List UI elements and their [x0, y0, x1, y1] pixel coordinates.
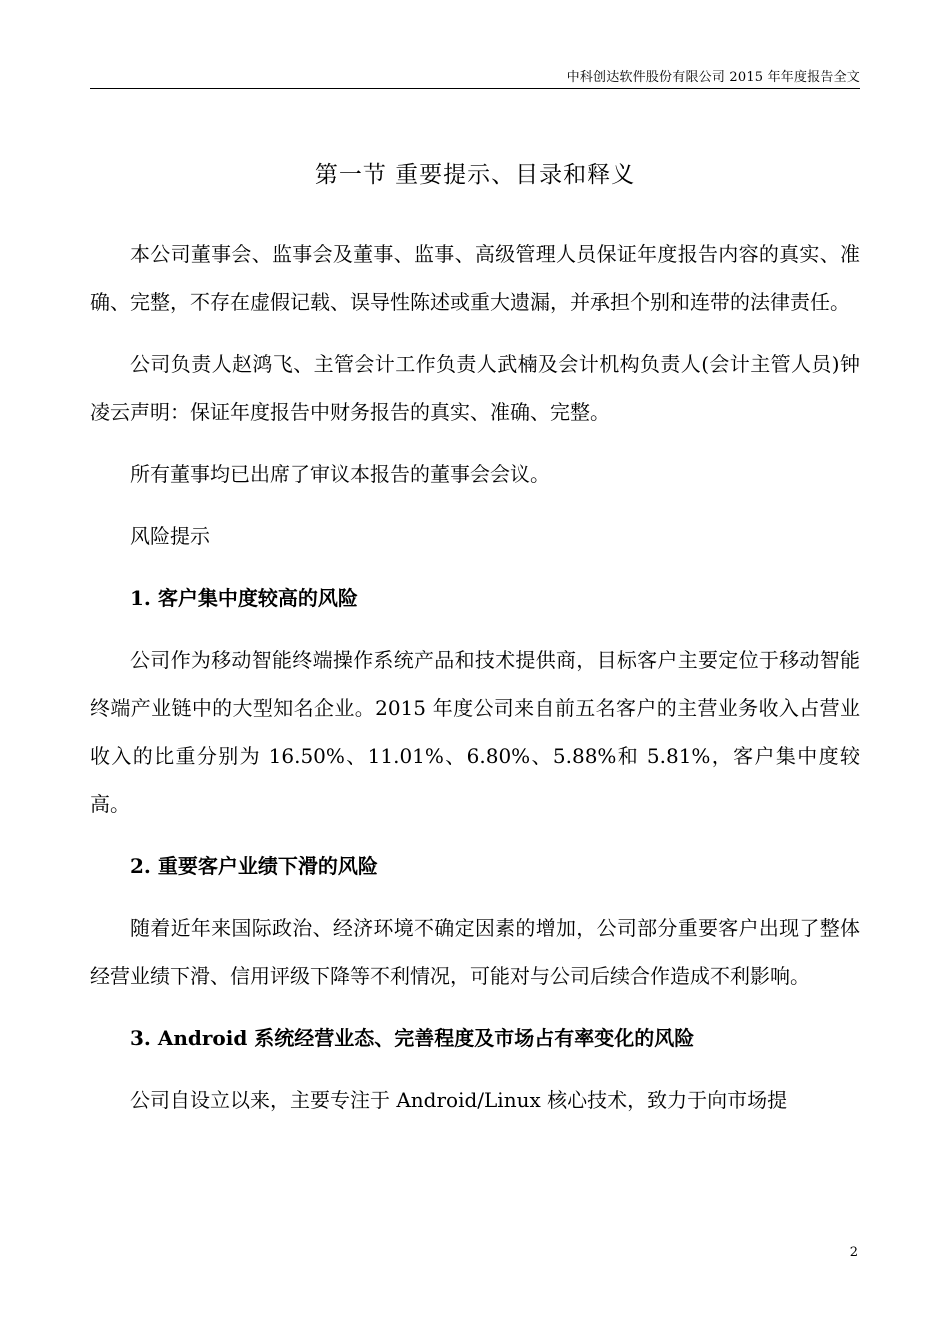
paragraph-board-statement: 本公司董事会、监事会及董事、监事、高级管理人员保证年度报告内容的真实、准确、完整，不存在虚假记载、误导性陈述或重大遗漏，并承担个别和连带的法律责任。 [90, 242, 860, 314]
document-body [90, 230, 860, 1138]
paragraph-responsible-persons: 公司负责人赵鸿飞、主管会计工作负责人武楠及会计机构负责人(会计主管人员)钟凌云声明：保证年度报告中财务报告的真实、准确、完整。 [90, 352, 860, 424]
risk-heading-1: 1. 客户集中度较高的风险 [130, 586, 358, 610]
risk-text-1: 公司作为移动智能终端操作系统产品和技术提供商，目标客户主要定位于移动智能终端产业链中的大型知名企业。2015 年度公司来自前五名客户的主营业务收入占营业收入的比重分别为 16.50%、11.01%、6.80%、5.88%和 5.81%，客户集中度较高。 [90, 648, 860, 816]
risk-heading-2: 2. 重要客户业绩下滑的风险 [130, 854, 378, 878]
risk-text-2: 随着近年来国际政治、经济环境不确定因素的增加，公司部分重要客户出现了整体经营业绩下滑、信用评级下降等不利情况，可能对与公司后续合作造成不利影响。 [90, 916, 860, 988]
page-number: 2 [849, 1245, 858, 1260]
header-divider [90, 88, 860, 89]
header-text: 中科创达软件股份有限公司 2015 年年度报告全文 [566, 70, 860, 85]
paragraph-attendance: 所有董事均已出席了审议本报告的董事会会议。 [130, 462, 550, 486]
risk-text-3: 公司自设立以来，主要专注于 Android/Linux 核心技术，致力于向市场提 [130, 1088, 788, 1112]
risk-heading-3: 3. Android 系统经营业态、完善程度及市场占有率变化的风险 [130, 1026, 695, 1050]
paragraph-risk-title: 风险提示 [130, 524, 210, 548]
section-title: 第一节 重要提示、目录和释义 [314, 162, 636, 188]
